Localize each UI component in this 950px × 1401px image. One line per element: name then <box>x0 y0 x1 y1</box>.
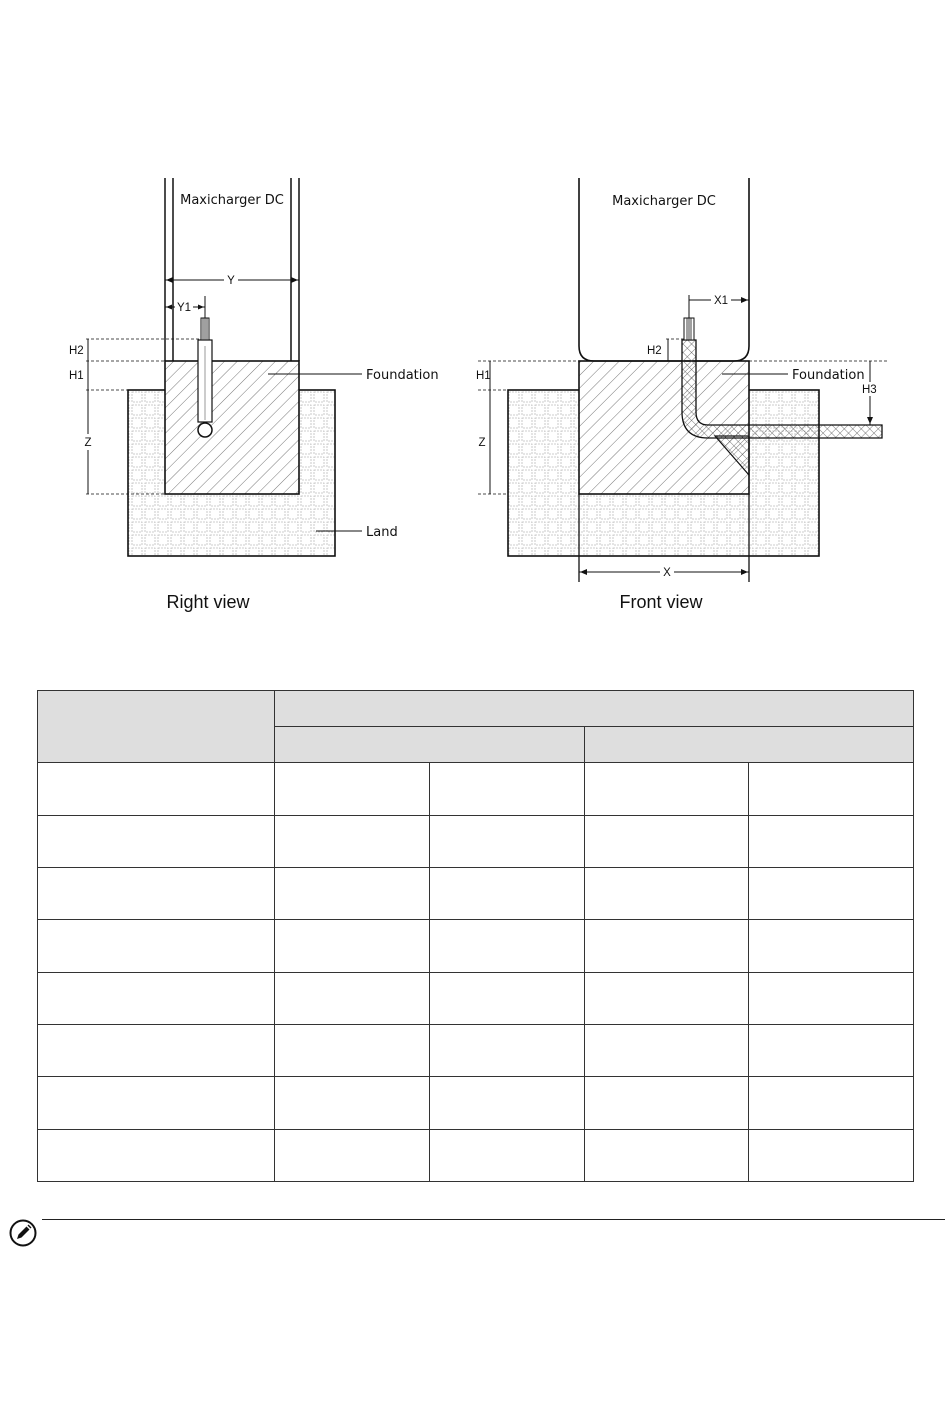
table-cell <box>38 1025 275 1077</box>
right-dim-h1: H1 <box>69 370 84 382</box>
front-dim-z: Z <box>478 437 486 449</box>
table-cell <box>275 763 430 815</box>
front-device-label: Maxicharger DC <box>612 194 716 209</box>
table-cell <box>585 1025 749 1077</box>
table-cell <box>749 815 914 867</box>
front-dim-h1: H1 <box>476 370 491 382</box>
pencil-note-icon <box>8 1218 44 1248</box>
right-dim-h2: H2 <box>69 345 84 357</box>
front-foundation-label: Foundation <box>792 368 865 383</box>
front-dim-x1: X1 <box>713 295 729 307</box>
table-cell <box>38 1129 275 1181</box>
table-cell <box>430 920 585 972</box>
table-cell <box>430 1077 585 1129</box>
table-cell <box>38 868 275 920</box>
table-cell <box>38 763 275 815</box>
table-cell <box>38 920 275 972</box>
dimension-table <box>37 690 914 1182</box>
table-cell <box>275 972 430 1024</box>
table-row <box>38 763 914 815</box>
table-cell <box>275 868 430 920</box>
table-cell <box>749 972 914 1024</box>
right-foundation-label: Foundation <box>366 368 439 383</box>
table-cell <box>585 815 749 867</box>
table-cell <box>38 972 275 1024</box>
front-dim-x: X <box>663 567 671 579</box>
table-cell <box>749 1129 914 1181</box>
table-cell <box>275 1077 430 1129</box>
table-cell <box>585 920 749 972</box>
table-cell <box>430 1129 585 1181</box>
table-row <box>38 815 914 867</box>
table-row <box>38 920 914 972</box>
table-cell <box>585 1129 749 1181</box>
table-cell <box>749 868 914 920</box>
right-dim-y: Y <box>227 275 235 287</box>
front-view-caption: Front view <box>619 592 703 612</box>
installation-diagram <box>0 0 950 680</box>
table-row <box>38 1129 914 1181</box>
table-cell <box>38 1077 275 1129</box>
table-subheader-left <box>275 727 585 763</box>
front-view-diagram <box>476 178 888 612</box>
right-view-diagram <box>69 178 439 612</box>
note-divider <box>42 1219 945 1220</box>
table-cell <box>275 815 430 867</box>
right-land-label: Land <box>366 525 398 540</box>
table-row <box>38 1025 914 1077</box>
front-dim-h2: H2 <box>647 345 662 357</box>
table-subheader-right <box>585 727 914 763</box>
table-cell <box>430 972 585 1024</box>
table-cell <box>749 1077 914 1129</box>
table-cell <box>38 815 275 867</box>
table-row <box>38 868 914 920</box>
right-dim-y1: Y1 <box>176 302 192 314</box>
right-dim-z: Z <box>84 437 92 449</box>
table-row <box>38 972 914 1024</box>
table-cell <box>275 920 430 972</box>
table-cell <box>585 868 749 920</box>
right-device-label: Maxicharger DC <box>180 193 284 208</box>
table-header-model <box>38 691 275 763</box>
table-cell <box>585 1077 749 1129</box>
table-cell <box>430 868 585 920</box>
table-cell <box>275 1025 430 1077</box>
table-row <box>38 1077 914 1129</box>
table-header-dimensions <box>275 691 914 727</box>
table-cell <box>430 815 585 867</box>
table-cell <box>749 763 914 815</box>
table-cell <box>585 763 749 815</box>
table-cell <box>749 920 914 972</box>
front-dim-h3: H3 <box>862 384 877 396</box>
table-cell <box>749 1025 914 1077</box>
table-cell <box>275 1129 430 1181</box>
table-cell <box>585 972 749 1024</box>
table-cell <box>430 763 585 815</box>
right-view-caption: Right view <box>166 592 250 612</box>
table-cell <box>430 1025 585 1077</box>
